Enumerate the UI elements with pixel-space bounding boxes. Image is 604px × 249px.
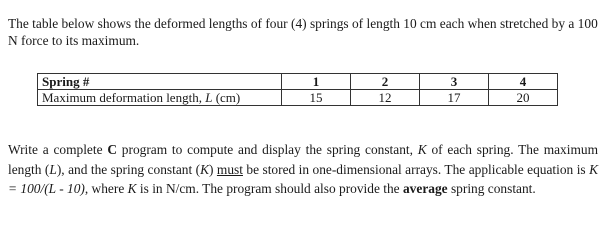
row-label-variable: L	[205, 90, 213, 105]
task-text: Write a complete	[8, 142, 108, 157]
equation-text: K = 100/(L - 10)	[8, 161, 598, 197]
task-italic-text: K	[417, 142, 427, 157]
task-text: is in N/cm. The program should also provide the	[136, 181, 403, 197]
row-label-cell	[38, 90, 282, 106]
task-text: )	[209, 161, 217, 177]
task-text: of each spring. The maximum length (	[8, 142, 599, 177]
task-text: be stored in one-dimensional arrays. The applicable equation is	[242, 161, 590, 177]
spring-number-cell: 1	[282, 74, 351, 90]
length-value-cell: 20	[489, 90, 558, 106]
length-value-cell: 17	[420, 90, 489, 106]
task-text: program to compute and display the spring constant,	[117, 142, 418, 157]
spring-number-cell: 4	[489, 74, 558, 90]
task-italic-text: K	[127, 181, 137, 197]
task-italic-text: L	[49, 161, 57, 177]
task-paragraph	[8, 140, 598, 199]
table-data-row	[38, 90, 558, 106]
task-bold-text: average	[402, 181, 448, 197]
length-value-cell: 15	[282, 90, 351, 106]
length-value-cell: 12	[351, 90, 420, 106]
task-text: spring constant.	[447, 181, 536, 197]
header-label-cell: Spring #	[38, 74, 282, 90]
table-header-row	[38, 74, 558, 90]
spring-number-cell: 3	[420, 74, 489, 90]
task-bold-text: C	[107, 142, 117, 157]
task-text: ), and the spring constant (	[56, 161, 201, 177]
task-italic-text: K	[200, 161, 210, 177]
spring-number-cell: 2	[351, 74, 420, 90]
row-label-suffix: (cm)	[212, 90, 241, 105]
task-text: , where	[84, 181, 128, 197]
intro-paragraph: The table below shows the deformed lengths of four (4) springs of length 10 cm each when stretched by a 100 N force to its maximum.	[8, 16, 598, 48]
task-underlined-text: must	[216, 161, 243, 177]
spring-table	[37, 73, 558, 106]
row-label-prefix: Maximum deformation length,	[42, 90, 206, 105]
